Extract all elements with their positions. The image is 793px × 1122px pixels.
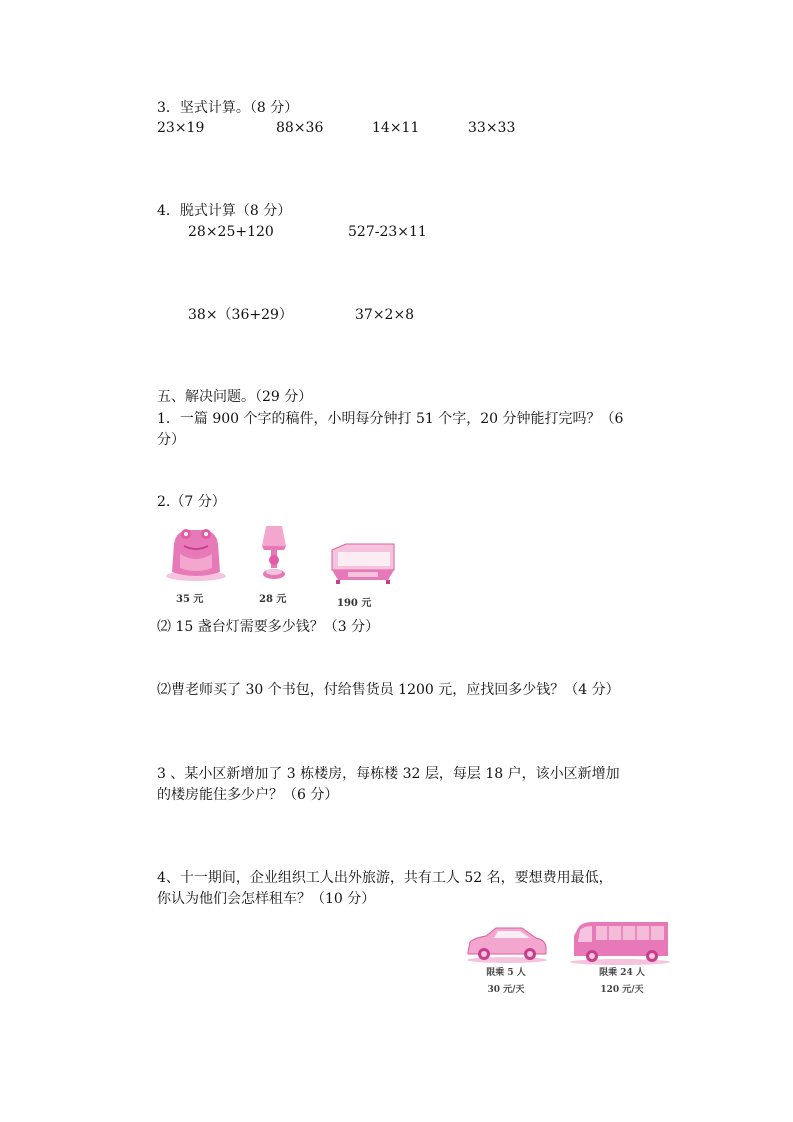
q2-sub1: ⑵ 15 盏台灯需要多少钱？（3 分） <box>157 619 380 635</box>
section4-title: 4．脱式计算（8 分） <box>157 203 292 219</box>
expr-item-1: 28×25+120 <box>188 224 274 240</box>
bus-limit: 限乘 24 人 <box>599 968 645 978</box>
q2-sub2: ⑵曹老师买了 30 个书包，付给售货员 1200 元，应找回多少钱？（4 分） <box>157 682 620 698</box>
car-image <box>464 924 550 964</box>
bus-image <box>568 920 672 966</box>
backpack-price: 35 元 <box>176 594 204 605</box>
q4-line1: 4、十一期间，企业组织工人出外旅游，共有工人 52 名，要想费用最低， <box>157 870 613 886</box>
lamp-price: 28 元 <box>259 594 287 605</box>
q3-line1: 3 、某小区新增加了 3 栋楼房，每栋楼 32 层，每层 18 户，该小区新增加 <box>157 766 620 782</box>
car-price: 30 元/天 <box>487 985 525 995</box>
section3-title: 3．坚式计算。（8 分） <box>157 100 299 116</box>
bus-price: 120 元/天 <box>600 985 644 995</box>
q2-title: 2.（7 分） <box>157 494 226 510</box>
expr-item-3: 38×（36+29） <box>188 307 293 323</box>
expr-item-2: 527-23×11 <box>348 224 427 240</box>
calc-item-1: 23×19 <box>157 120 205 136</box>
bed-price: 190 元 <box>337 598 372 609</box>
section5-title: 五、解决问题。（29 分） <box>157 389 313 405</box>
calc-item-3: 14×11 <box>372 120 420 136</box>
car-limit: 限乘 5 人 <box>486 968 526 978</box>
lamp-image <box>254 522 294 584</box>
q4-line2: 你认为他们会怎样租车？（10 分） <box>157 891 376 907</box>
calc-item-4: 33×33 <box>468 120 516 136</box>
expr-item-4: 37×2×8 <box>355 307 415 323</box>
bed-image <box>328 540 398 584</box>
q3-line2: 的楼房能住多少户？（6 分） <box>157 787 339 803</box>
q1-line1: 1．一篇 900 个字的稿件，小明每分钟打 51 个字，20 分钟能打完吗？（6 <box>157 411 624 427</box>
calc-item-2: 88×36 <box>276 120 324 136</box>
q1-line2: 分） <box>157 432 185 448</box>
backpack-image <box>164 524 228 582</box>
